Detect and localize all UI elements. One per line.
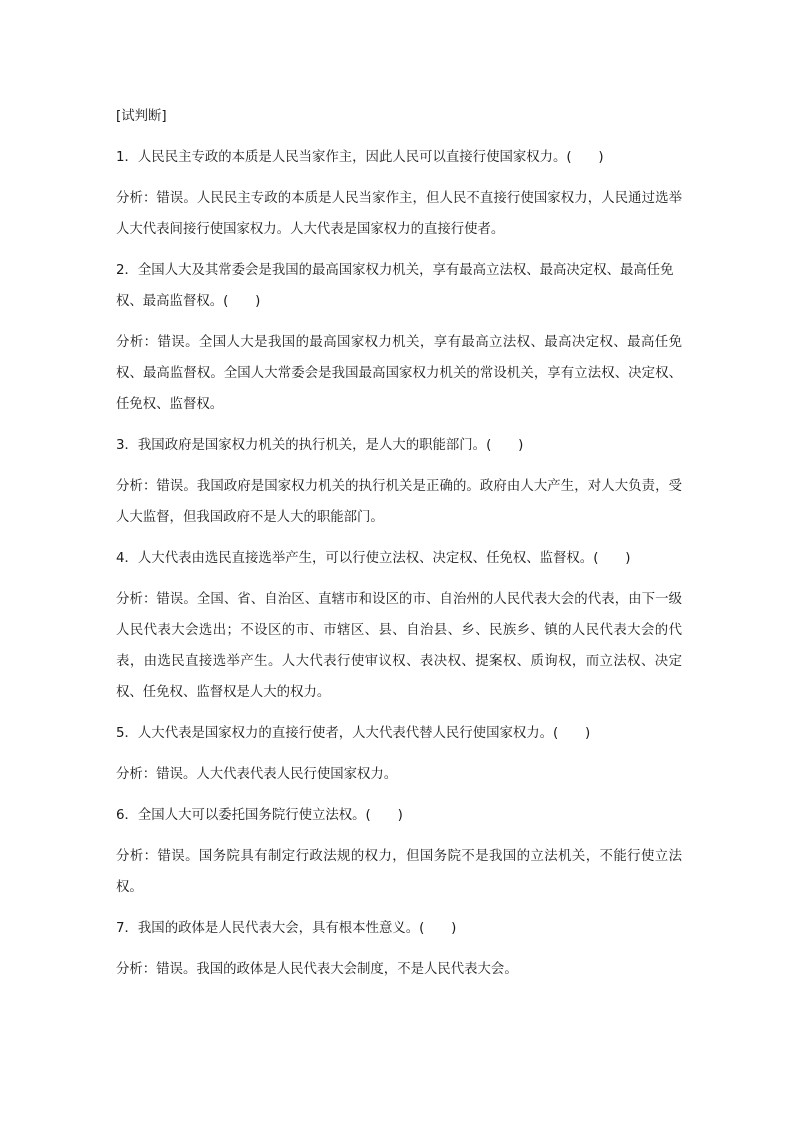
item-3 <box>116 430 682 533</box>
analysis-1: 分析：错误。人民民主专政的本质是人民当家作主，但人民不直接行使国家权力，人民通过选举人大代表间接行使国家权力。人大代表是国家权力的直接行使者。 <box>116 191 682 237</box>
analysis-3: 分析：错误。我国政府是国家权力机关的执行机关是正确的。政府由人大产生，对人大负责，受人大监督，但我国政府不是人大的职能部门。 <box>116 479 682 525</box>
question-number: 3． <box>116 438 138 453</box>
section-heading: [试判断] <box>116 109 167 124</box>
question-text: 我国的政体是人民代表大会，具有根本性意义。( ) <box>137 921 457 936</box>
item-7 <box>116 913 682 985</box>
question-text: 人大代表是国家权力的直接行使者，人大代表代替人民行使国家权力。( ) <box>137 726 591 741</box>
item-6 <box>116 800 682 903</box>
question-4 <box>116 543 682 574</box>
question-3 <box>116 430 682 461</box>
question-number: 6． <box>116 808 138 823</box>
item-2 <box>116 255 682 420</box>
analysis-7: 分析：错误。我国的政体是人民代表大会制度，不是人民代表大会。 <box>116 962 518 977</box>
analysis-6: 分析：错误。国务院具有制定行政法规的权力，但国务院不是我国的立法机关，不能行使立法权。 <box>116 849 682 895</box>
analysis-5: 分析：错误。人大代表代表人民行使国家权力。 <box>116 767 398 782</box>
question-2 <box>116 255 682 317</box>
question-number: 5． <box>116 726 138 741</box>
question-1 <box>116 142 682 173</box>
question-number: 1． <box>116 150 138 165</box>
item-1 <box>116 142 682 245</box>
question-text: 全国人大及其常委会是我国的最高国家权力机关，享有最高立法权、最高决定权、最高任免权、最高监督权。( ) <box>116 263 674 309</box>
question-number: 7． <box>116 921 138 936</box>
item-5 <box>116 718 682 790</box>
question-5 <box>116 718 682 749</box>
question-6 <box>116 800 682 831</box>
question-number: 4． <box>116 551 138 566</box>
question-text: 我国政府是国家权力机关的执行机关，是人大的职能部门。( ) <box>137 438 524 453</box>
question-7 <box>116 913 682 944</box>
question-text: 人民民主专政的本质是人民当家作主，因此人民可以直接行使国家权力。( ) <box>137 150 604 165</box>
analysis-2: 分析：错误。全国人大是我国的最高国家权力机关，享有最高立法权、最高决定权、最高任免权、最高监督权。全国人大常委会是我国最高国家权力机关的常设机关，享有立法权、决定权、任免权、监督权。 <box>116 335 682 412</box>
analysis-4: 分析：错误。全国、省、自治区、直辖市和设区的市、自治州的人民代表大会的代表，由下一级人民代表大会选出；不设区的市、市辖区、县、自治县、乡、民族乡、镇的人民代表大会的代表，由选民直接选举产生。人大代表行使审议权、表决权、提案权、质询权，而立法权、决定权、任免权、监督权是人大的权力。 <box>116 592 682 700</box>
document-body <box>116 101 682 995</box>
question-text: 人大代表由选民直接选举产生，可以行使立法权、决定权、任免权、监督权。( ) <box>137 551 631 566</box>
question-number: 2． <box>116 263 138 278</box>
item-4 <box>116 543 682 708</box>
question-text: 全国人大可以委托国务院行使立法权。( ) <box>137 808 403 823</box>
